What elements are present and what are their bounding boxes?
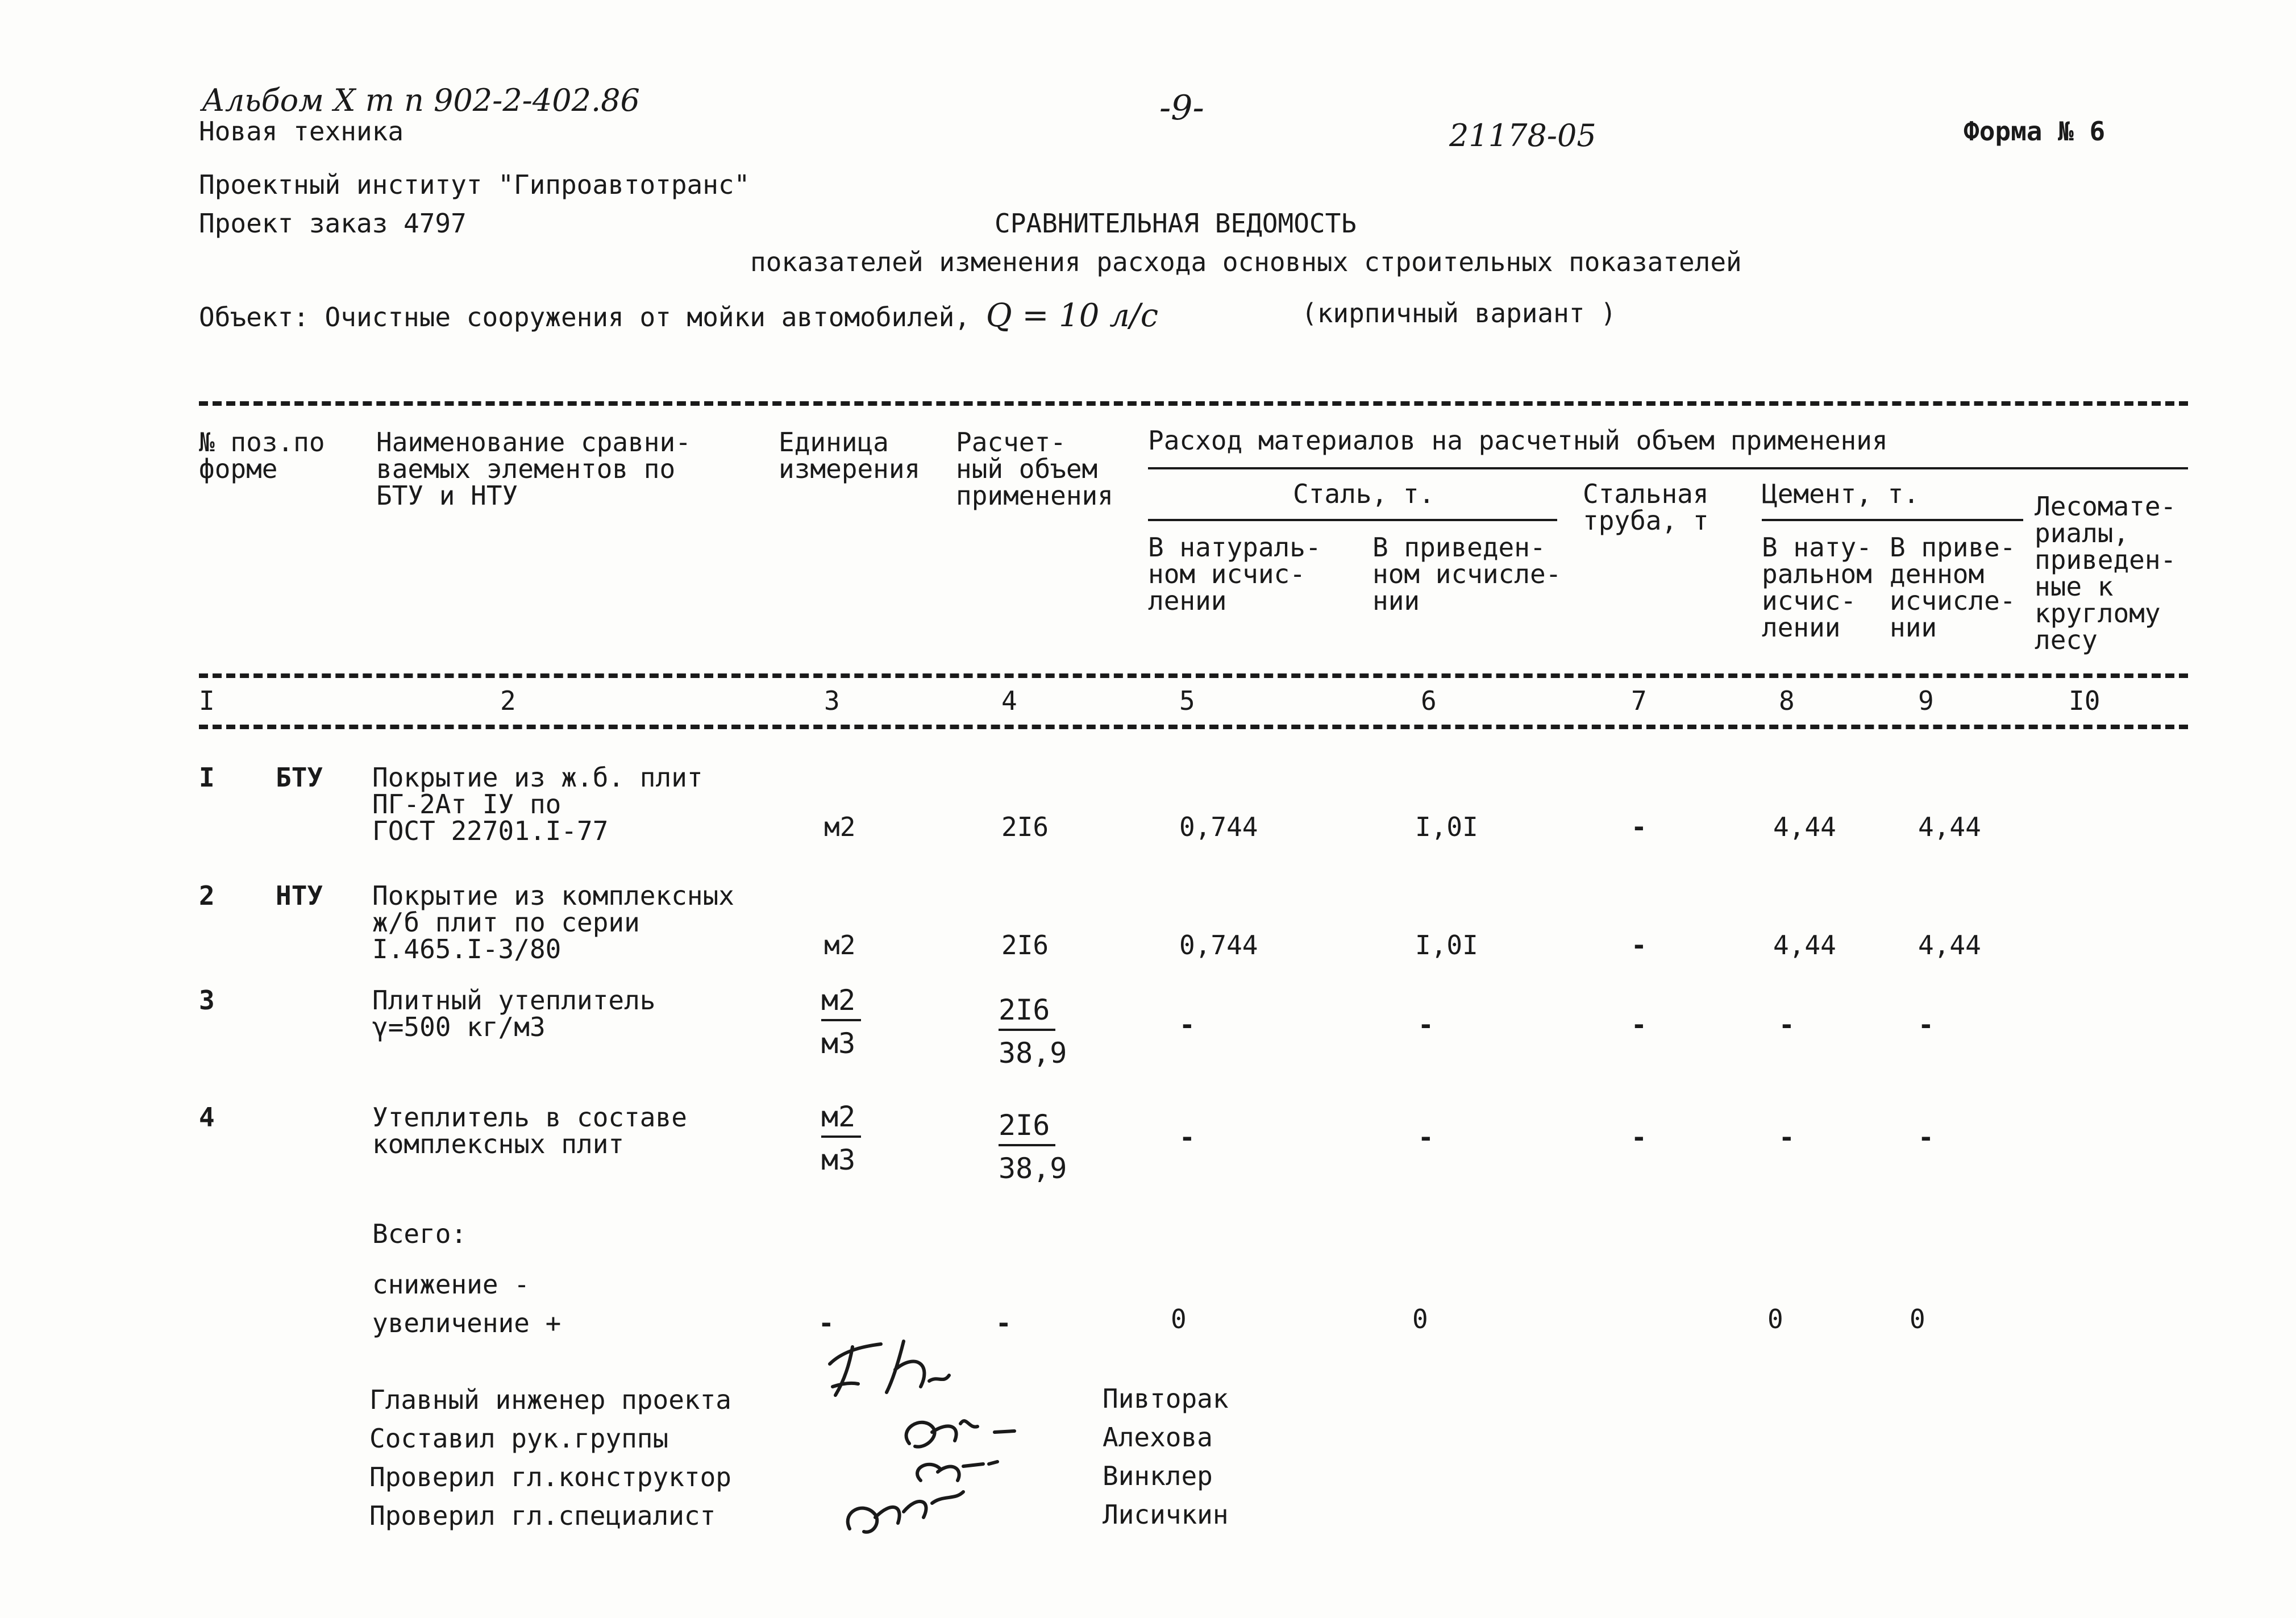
signature-name: Пивторак	[1103, 1383, 1229, 1414]
signature-name: Винклер	[1103, 1461, 1213, 1491]
row-steel-reduced: I,0I	[1415, 812, 1478, 842]
col-header-steel-pipe: Стальная труба, т	[1583, 479, 1709, 536]
row-volume-top: 2I6	[999, 996, 1055, 1031]
row-steel-reduced: -	[1418, 1122, 1434, 1153]
totals-label: Всего:	[372, 1218, 467, 1249]
signature-role: Составил рук.группы	[369, 1423, 669, 1454]
totals-steel-natural: 0	[1171, 1304, 1187, 1334]
row-volume-fraction	[999, 1111, 1067, 1183]
institute-name: Проектный институт "Гипроавтотранс"	[199, 169, 750, 200]
row-unit-fraction	[821, 986, 861, 1058]
object-description	[199, 297, 1159, 334]
totals-cement-natural: 0	[1767, 1304, 1783, 1334]
cement-rule	[1762, 519, 2023, 521]
row-number: 4	[199, 1102, 215, 1133]
row-cement-reduced: -	[1918, 1009, 1934, 1040]
row-unit-bottom: м3	[821, 1027, 856, 1060]
col-number: 9	[1918, 685, 1934, 716]
col-header-cement-natural: В нату- ральном исчис- лении	[1762, 532, 1872, 643]
col-number: I	[199, 685, 215, 716]
col-header-timber: Лесомате- риалы, приведен- ные к круглому лесу	[2035, 491, 2177, 655]
col-number: 6	[1421, 685, 1437, 716]
group-rule	[1148, 467, 2188, 469]
col-header-steel-reduced: В приведен- ном исчисле- нии	[1372, 532, 1562, 616]
project-order: Проект заказ 4797	[199, 208, 467, 239]
row-number: 2	[199, 880, 215, 911]
object-prefix: Объект: Очистные сооружения от мойки автомобилей,	[199, 302, 971, 332]
signature-name: Алехова	[1103, 1422, 1213, 1453]
row-unit: м2	[824, 812, 856, 842]
row-volume-fraction	[999, 993, 1067, 1070]
row-unit-bottom: м3	[821, 1143, 856, 1176]
row-name: Плитный утеплитель γ=500 кг/м3	[372, 985, 656, 1042]
col-header-cement-reduced: В приве- денном исчисле- нии	[1890, 532, 2016, 643]
row-volume: 2I6	[1001, 930, 1049, 960]
totals-volume: -	[996, 1308, 1012, 1338]
row-steel-pipe: -	[1631, 1122, 1647, 1153]
row-volume-top: 2I6	[999, 1111, 1055, 1146]
signature-role: Проверил гл.конструктор	[369, 1462, 731, 1492]
row-steel-pipe: -	[1631, 930, 1647, 960]
new-tech-label: Новая техника	[199, 116, 404, 147]
row-number: 3	[199, 985, 215, 1016]
row-cement-natural: -	[1779, 1122, 1795, 1153]
col-header-position: № поз.по форме	[199, 427, 325, 484]
row-cement-natural: -	[1779, 1009, 1795, 1040]
col-number: I0	[2069, 685, 2100, 716]
steel-rule	[1148, 519, 1557, 521]
row-steel-reduced: I,0I	[1415, 930, 1478, 960]
row-cement-reduced: 4,44	[1918, 812, 1981, 842]
row-name: Покрытие из комплексных ж/б плит по серии I.465.I-3/80	[372, 880, 734, 964]
row-cement-reduced: 4,44	[1918, 930, 1981, 960]
col-header-cement: Цемент, т.	[1762, 479, 1919, 509]
row-type: НТУ	[276, 880, 323, 911]
col-header-steel: Сталь, т.	[1293, 479, 1435, 509]
row-unit: м2	[824, 930, 856, 960]
row-number: I	[199, 762, 215, 793]
row-steel-natural: -	[1179, 1122, 1195, 1153]
col-header-group: Расход материалов на расчетный объем применения	[1148, 425, 1888, 456]
row-volume-bottom: 38,9	[999, 1152, 1067, 1185]
document-title: СРАВНИТЕЛЬНАЯ ВЕДОМОСТЬ	[995, 208, 1357, 239]
col-number: 5	[1179, 685, 1195, 716]
col-number: 4	[1001, 685, 1017, 716]
document-subtitle: показателей изменения расхода основных строительных показателей	[750, 247, 1742, 277]
table-top-rule	[199, 401, 2188, 406]
totals-increase: увеличение +	[372, 1308, 561, 1338]
col-number: 8	[1779, 685, 1795, 716]
row-unit-fraction	[821, 1100, 861, 1176]
col-number: 2	[500, 685, 516, 716]
row-steel-natural: 0,744	[1179, 930, 1258, 960]
totals-unit: -	[818, 1308, 834, 1338]
document-code: 21178-05	[1449, 118, 1596, 153]
row-cement-natural: 4,44	[1773, 812, 1836, 842]
totals-steel-reduced: 0	[1412, 1304, 1428, 1334]
form-number: Форма № 6	[1964, 116, 2106, 147]
totals-decrease: снижение -	[372, 1269, 530, 1300]
row-unit-top: м2	[821, 1103, 861, 1138]
row-name: Утеплитель в составе комплексных плит	[372, 1102, 687, 1159]
col-header-steel-natural: В натураль- ном исчис- лении	[1148, 532, 1321, 616]
row-cement-natural: 4,44	[1773, 930, 1836, 960]
row-steel-natural: 0,744	[1179, 812, 1258, 842]
object-variant: (кирпичный вариант )	[1301, 298, 1616, 328]
page-number: -9-	[1159, 88, 1204, 128]
row-steel-pipe: -	[1631, 1009, 1647, 1040]
row-name: Покрытие из ж.б. плит ПГ-2Ат IУ по ГОСТ 22701.I-77	[372, 762, 703, 846]
header-bottom-rule	[199, 673, 2188, 678]
col-header-volume: Расчет- ный объем применения	[956, 427, 1113, 511]
row-volume: 2I6	[1001, 812, 1049, 842]
col-header-unit: Единица измерения	[779, 427, 921, 484]
column-number-rule	[199, 725, 2188, 729]
row-unit-top: м2	[821, 986, 861, 1021]
row-type: БТУ	[276, 762, 323, 793]
signature-name: Лисичкин	[1103, 1499, 1229, 1530]
row-volume-bottom: 38,9	[999, 1037, 1067, 1070]
row-steel-natural: -	[1179, 1009, 1195, 1040]
col-number: 7	[1631, 685, 1647, 716]
flow-rate: Q = 10 л/с	[985, 297, 1159, 334]
handwritten-signatures	[818, 1330, 1057, 1546]
totals-cement-reduced: 0	[1910, 1304, 1925, 1334]
album-reference: Альбом X т п 902-2-402.86	[202, 82, 640, 118]
row-cement-reduced: -	[1918, 1122, 1934, 1153]
row-steel-pipe: -	[1631, 812, 1647, 842]
signature-role: Проверил гл.специалист	[369, 1500, 716, 1531]
col-number: 3	[824, 685, 840, 716]
row-steel-reduced: -	[1418, 1009, 1434, 1040]
signature-role: Главный инженер проекта	[369, 1384, 731, 1415]
col-header-name: Наименование сравни- ваемых элементов по БТУ и НТУ	[376, 427, 691, 511]
